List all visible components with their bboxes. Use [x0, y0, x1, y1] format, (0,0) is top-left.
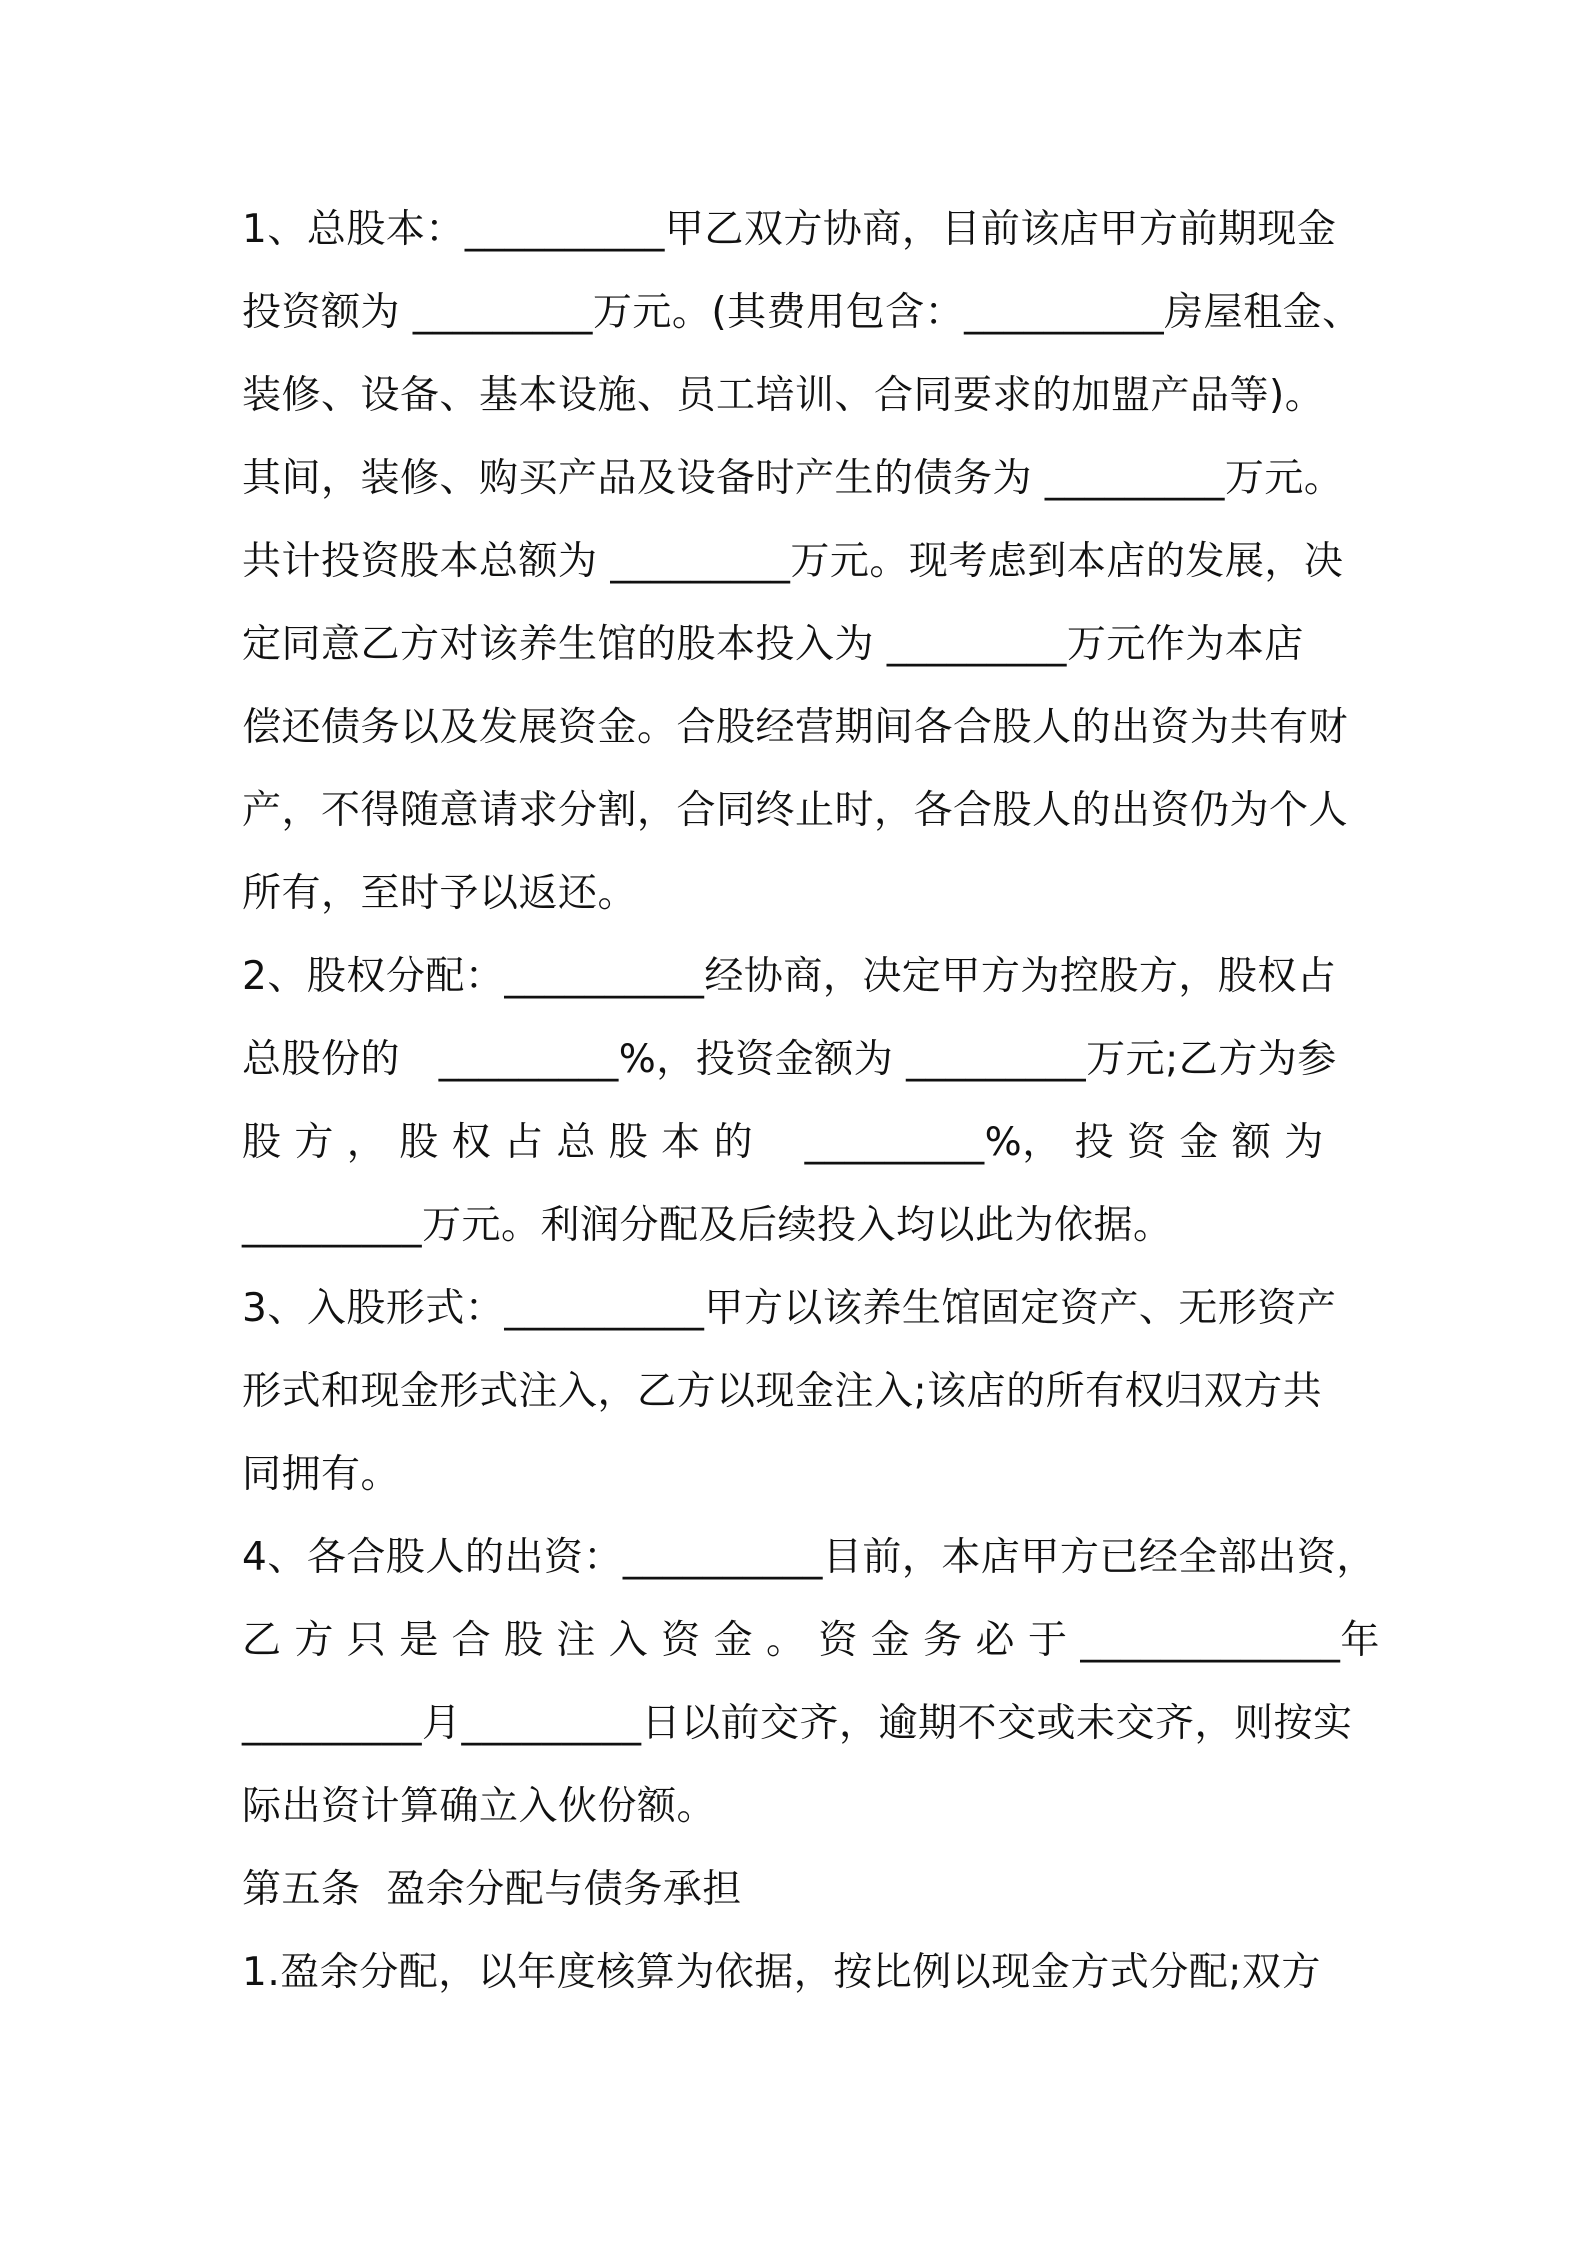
- text-line: 共计投资股本总额为 _________万元。现考虑到本店的发展，决: [242, 539, 1344, 584]
- section-heading: 第五条 盈余分配与债务承担: [242, 1867, 742, 1912]
- text-line: 偿还债务以及发展资金。合股经营期间各合股人的出资为共有财: [242, 705, 1349, 750]
- text-line: 装修、设备、基本设施、员工培训、合同要求的加盟产品等)。: [242, 373, 1325, 418]
- text-line: 3、入股形式：__________甲方以该养生馆固定资产、无形资产: [242, 1286, 1337, 1331]
- text-line: _________万元。利润分配及后续投入均以此为依据。: [242, 1203, 1173, 1248]
- text-line: 股 方 ， 股 权 占 总 股 本 的 _________%， 投 资 金 额 为: [242, 1120, 1324, 1165]
- text-line: 定同意乙方对该养生馆的股本投入为 _________万元作为本店: [242, 622, 1304, 667]
- text-line: 总股份的 _________%，投资金额为 _________万元;乙方为参: [242, 1037, 1337, 1082]
- text-line: 1、总股本：__________甲乙双方协商，目前该店甲方前期现金: [242, 207, 1337, 252]
- text-line: 乙 方 只 是 合 股 注 入 资 金 。 资 金 务 必 于 _____________年: [242, 1618, 1380, 1663]
- text-line: 际出资计算确立入伙份额。: [242, 1784, 717, 1829]
- text-line: 投资额为 _________万元。(其费用包含：__________房屋租金、: [242, 290, 1362, 335]
- text-line: _________月_________日以前交齐，逾期不交或未交齐，则按实: [242, 1701, 1353, 1746]
- text-line: 1.盈余分配，以年度核算为依据，按比例以现金方式分配;双方: [242, 1950, 1321, 1995]
- text-line: 2、股权分配：__________经协商，决定甲方为控股方，股权占: [242, 954, 1337, 999]
- text-line: 所有，至时予以返还。: [242, 871, 638, 916]
- text-line: 产，不得随意请求分割，合同终止时，各合股人的出资仍为个人: [242, 788, 1349, 833]
- text-line: 同拥有。: [242, 1452, 401, 1497]
- text-line: 4、各合股人的出资：__________目前，本店甲方已经全部出资，: [242, 1535, 1376, 1580]
- text-line: 其间，装修、购买产品及设备时产生的债务为 _________万元。: [242, 456, 1344, 501]
- text-line: 形式和现金形式注入，乙方以现金注入;该店的所有权归双方共: [242, 1369, 1323, 1414]
